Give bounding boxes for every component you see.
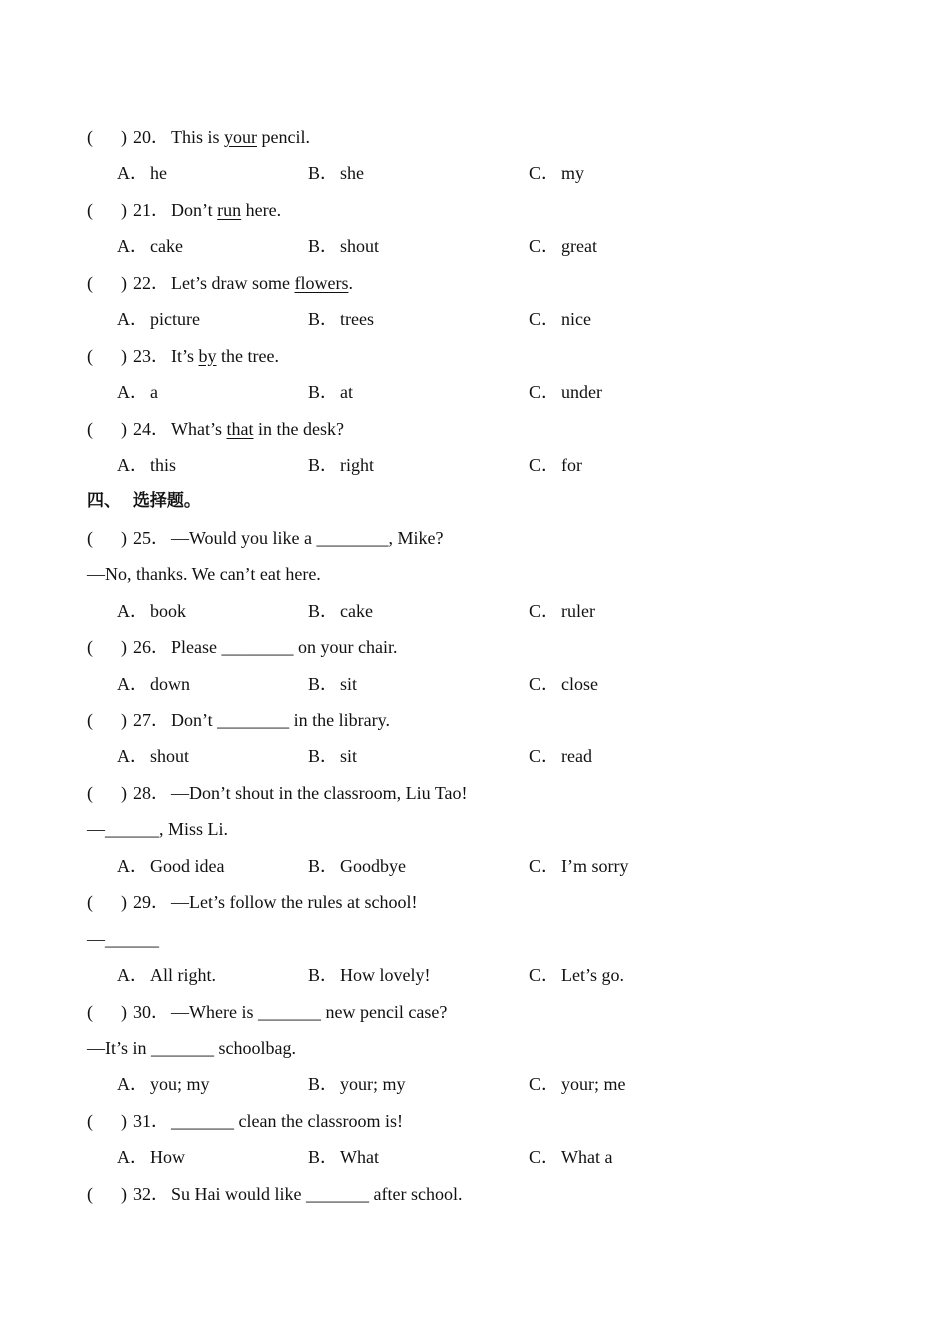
- answer-bracket-open: (: [87, 345, 93, 366]
- answer-bracket-close: ): [121, 892, 127, 913]
- stem-text: Don’t: [171, 199, 218, 220]
- option-a-label: A．: [117, 309, 148, 330]
- stem-text: Please ________ on your chair.: [171, 637, 398, 658]
- question-stem: [171, 1176, 462, 1212]
- option-a-label: A．: [117, 855, 148, 876]
- underlined-word: by: [198, 345, 217, 366]
- answer-bracket-close: ): [121, 527, 127, 548]
- stem-text: —Let’s follow the rules at school!: [171, 892, 418, 913]
- answer-bracket-close: ): [121, 345, 127, 366]
- answer-bracket-close: ): [121, 199, 127, 220]
- underlined-word: your: [224, 127, 258, 147]
- question-number: 23．: [133, 345, 169, 366]
- answer-bracket-open: (: [87, 527, 93, 548]
- worksheet: [0, 119, 950, 1212]
- option-a-text: picture: [150, 309, 200, 330]
- option-a-label: A．: [117, 673, 148, 694]
- option-c-label: C．: [529, 673, 560, 694]
- option-a-label: A．: [117, 746, 148, 767]
- stem-text: the tree.: [216, 345, 279, 366]
- answer-bracket-close: ): [121, 272, 127, 293]
- option-b-label: B．: [308, 1074, 339, 1095]
- answer-bracket-open: (: [87, 199, 93, 220]
- question-line: [0, 775, 950, 811]
- stem-text: _______ clean the classroom is!: [171, 1110, 403, 1131]
- option-c-text: I’m sorry: [561, 855, 629, 876]
- option-a-label: A．: [117, 1074, 148, 1095]
- option-c-text: under: [561, 382, 602, 403]
- option-c-label: C．: [529, 965, 560, 986]
- answer-bracket-close: ): [121, 637, 127, 658]
- option-a-label: A．: [117, 965, 148, 986]
- options-line: [0, 374, 950, 410]
- section-header: [0, 483, 950, 519]
- option-b-text: trees: [340, 309, 374, 330]
- option-b-text: shout: [340, 236, 380, 257]
- answer-bracket-close: ): [121, 1110, 127, 1131]
- question-line: [0, 119, 950, 155]
- option-c-label: C．: [529, 600, 560, 621]
- option-c-label: C．: [529, 1074, 560, 1095]
- stem-text: here.: [241, 199, 282, 220]
- section-title: 四、 选择题。: [87, 491, 201, 512]
- answer-bracket-close: ): [121, 710, 127, 730]
- answer-bracket-open: (: [87, 710, 93, 730]
- question-stem: [171, 411, 344, 447]
- question-stem: [171, 265, 353, 301]
- question-line: [0, 1176, 950, 1212]
- option-c-label: C．: [529, 855, 560, 876]
- question-stem: [171, 994, 447, 1030]
- answer-bracket-open: (: [87, 892, 93, 913]
- options-line: [0, 957, 950, 993]
- option-c-label: C．: [529, 746, 560, 767]
- answer-bracket-close: ): [121, 1183, 127, 1204]
- dialogue-line: [0, 556, 950, 592]
- answer-bracket-close: ): [121, 127, 127, 147]
- question-number: 24．: [133, 418, 169, 439]
- option-a-text: you; my: [150, 1074, 210, 1095]
- question-line: [0, 192, 950, 228]
- option-c-label: C．: [529, 454, 560, 475]
- question-number: 28．: [133, 782, 169, 803]
- options-line: [0, 155, 950, 191]
- option-b-text: What: [340, 1147, 379, 1168]
- option-c-text: Let’s go.: [561, 965, 624, 986]
- question-line: [0, 520, 950, 556]
- option-c-text: close: [561, 673, 598, 694]
- question-number: 31．: [133, 1110, 169, 1131]
- question-line: [0, 994, 950, 1030]
- option-a-label: A．: [117, 382, 148, 403]
- options-line: [0, 666, 950, 702]
- option-a-text: this: [150, 454, 177, 475]
- stem-text: It’s: [171, 345, 199, 366]
- option-b-label: B．: [308, 673, 339, 694]
- underlined-word: flowers: [294, 272, 349, 293]
- option-c-text: my: [561, 163, 585, 184]
- question-number: 29．: [133, 892, 169, 913]
- question-line: [0, 338, 950, 374]
- underlined-word: run: [217, 199, 242, 220]
- option-a-text: Good idea: [150, 855, 225, 876]
- option-a-text: a: [150, 382, 158, 403]
- stem-text: —Don’t shout in the classroom, Liu Tao!: [171, 782, 468, 803]
- answer-bracket-close: ): [121, 418, 127, 439]
- option-b-label: B．: [308, 454, 339, 475]
- answer-bracket-close: ): [121, 1001, 127, 1022]
- stem-text: pencil.: [257, 127, 310, 147]
- option-b-text: she: [340, 163, 364, 184]
- question-number: 20．: [133, 127, 169, 147]
- question-stem: [171, 119, 310, 155]
- option-b-label: B．: [308, 382, 339, 403]
- question-stem: [171, 192, 281, 228]
- option-b-text: at: [340, 382, 353, 403]
- stem-text: —Where is _______ new pencil case?: [171, 1001, 448, 1022]
- stem-text: .: [348, 272, 353, 293]
- option-c-label: C．: [529, 236, 560, 257]
- answer-bracket-open: (: [87, 272, 93, 293]
- underlined-word: that: [226, 418, 254, 439]
- answer-bracket-open: (: [87, 1183, 93, 1204]
- question-line: [0, 411, 950, 447]
- answer-bracket-open: (: [87, 782, 93, 803]
- stem-text: Let’s draw some: [171, 272, 295, 293]
- stem-text: Su Hai would like _______ after school.: [171, 1183, 463, 1204]
- question-number: 22．: [133, 272, 169, 293]
- dialogue-line: [0, 1030, 950, 1066]
- question-stem: [171, 520, 444, 556]
- question-line: [0, 629, 950, 665]
- options-line: [0, 301, 950, 337]
- stem-text: —Would you like a ________, Mike?: [171, 527, 444, 548]
- question-stem: [171, 338, 279, 374]
- dialogue-line: [0, 811, 950, 847]
- question-stem: [171, 884, 417, 920]
- answer-bracket-open: (: [87, 418, 93, 439]
- stem-text: Don’t ________ in the library.: [171, 710, 390, 730]
- option-b-label: B．: [308, 163, 339, 184]
- option-a-text: down: [150, 673, 190, 694]
- option-a-label: A．: [117, 163, 148, 184]
- dialogue-text: —It’s in _______ schoolbag.: [87, 1037, 296, 1058]
- option-b-text: right: [340, 454, 374, 475]
- question-number: 30．: [133, 1001, 169, 1022]
- question-line: [0, 1103, 950, 1139]
- option-a-text: How: [150, 1147, 185, 1168]
- question-stem: [171, 1103, 403, 1139]
- option-a-label: A．: [117, 454, 148, 475]
- answer-bracket-open: (: [87, 127, 93, 147]
- options-line: [0, 593, 950, 629]
- options-line: [0, 1066, 950, 1102]
- option-c-text: great: [561, 236, 597, 257]
- option-b-label: B．: [308, 309, 339, 330]
- dialogue-text: —______, Miss Li.: [87, 819, 229, 840]
- option-a-text: cake: [150, 236, 183, 257]
- option-a-text: book: [150, 600, 186, 621]
- option-b-text: your; my: [340, 1074, 406, 1095]
- option-c-text: What a: [561, 1147, 613, 1168]
- answer-bracket-open: (: [87, 1110, 93, 1131]
- option-c-label: C．: [529, 309, 560, 330]
- option-b-text: How lovely!: [340, 965, 431, 986]
- option-a-text: All right.: [150, 965, 216, 986]
- options-line: [0, 228, 950, 264]
- option-a-label: A．: [117, 236, 148, 257]
- answer-bracket-open: (: [87, 1001, 93, 1022]
- question-number: 25．: [133, 527, 169, 548]
- option-a-text: he: [150, 163, 167, 184]
- option-c-text: for: [561, 454, 582, 475]
- question-number: 27．: [133, 710, 169, 730]
- question-stem: [171, 775, 468, 811]
- option-c-label: C．: [529, 163, 560, 184]
- option-c-text: your; me: [561, 1074, 626, 1095]
- answer-bracket-open: (: [87, 637, 93, 658]
- option-b-text: cake: [340, 600, 373, 621]
- question-stem: [171, 629, 397, 665]
- question-stem: [171, 702, 390, 738]
- option-b-label: B．: [308, 746, 339, 767]
- stem-text: What’s: [171, 418, 227, 439]
- options-line: [0, 738, 950, 774]
- option-b-label: B．: [308, 965, 339, 986]
- question-number: 21．: [133, 199, 169, 220]
- option-b-text: sit: [340, 746, 358, 767]
- option-c-label: C．: [529, 382, 560, 403]
- answer-bracket-close: ): [121, 782, 127, 803]
- option-a-label: A．: [117, 1147, 148, 1168]
- dialogue-text: —______: [87, 928, 159, 949]
- question-line: [0, 702, 950, 738]
- options-line: [0, 848, 950, 884]
- option-a-label: A．: [117, 600, 148, 621]
- option-b-label: B．: [308, 236, 339, 257]
- option-c-text: ruler: [561, 600, 595, 621]
- option-b-label: B．: [308, 1147, 339, 1168]
- option-b-text: Goodbye: [340, 855, 406, 876]
- stem-text: in the desk?: [253, 418, 344, 439]
- option-b-label: B．: [308, 855, 339, 876]
- dialogue-line: [0, 921, 950, 957]
- option-b-text: sit: [340, 673, 358, 694]
- question-number: 32．: [133, 1183, 169, 1204]
- option-c-text: nice: [561, 309, 591, 330]
- option-c-text: read: [561, 746, 592, 767]
- option-a-text: shout: [150, 746, 190, 767]
- question-line: [0, 265, 950, 301]
- question-number: 26．: [133, 637, 169, 658]
- options-line: [0, 447, 950, 483]
- option-b-label: B．: [308, 600, 339, 621]
- dialogue-text: —No, thanks. We can’t eat here.: [87, 564, 321, 585]
- question-line: [0, 884, 950, 920]
- stem-text: This is: [171, 127, 225, 147]
- options-line: [0, 1139, 950, 1175]
- option-c-label: C．: [529, 1147, 560, 1168]
